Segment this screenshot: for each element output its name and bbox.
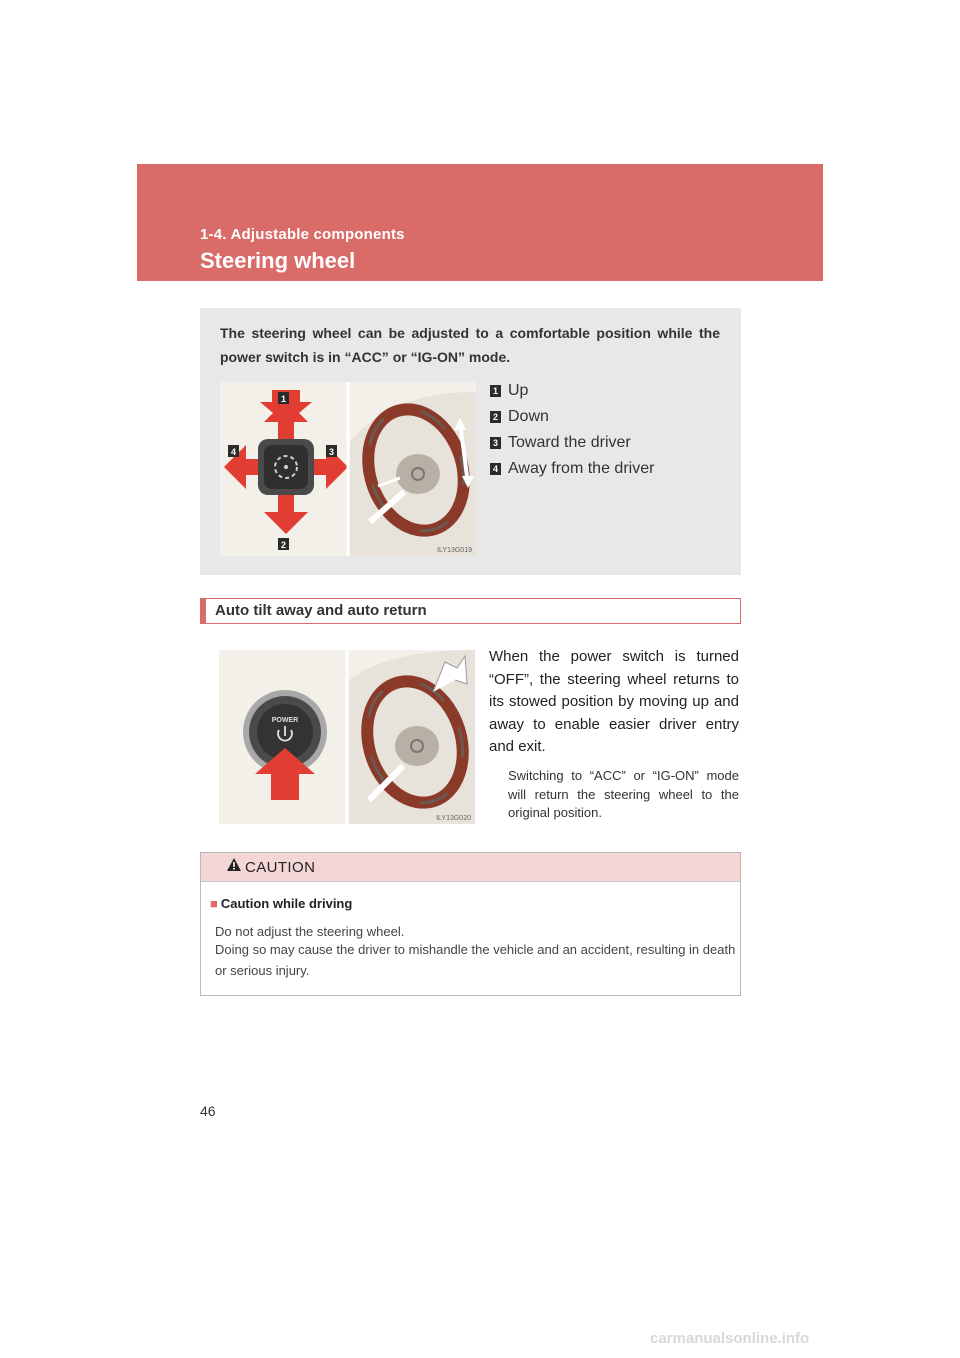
figure-code: ILY13G020: [436, 815, 471, 822]
heading-text: Auto tilt away and auto return: [215, 602, 427, 619]
caution-label: CAUTION: [245, 859, 316, 876]
legend-item: [490, 404, 654, 430]
intro-box: [200, 308, 741, 575]
number-badge: 1: [490, 385, 501, 397]
caution-line: Do not adjust the steering wheel.: [215, 924, 405, 939]
legend-item: [490, 378, 654, 404]
figure-code: ILY13G019: [437, 547, 472, 554]
svg-text:1: 1: [280, 394, 287, 404]
watermark: carmanualsonline.info: [650, 1330, 810, 1347]
svg-text:4: 4: [230, 447, 237, 457]
caution-title: [210, 896, 352, 911]
legend-item: [490, 430, 654, 456]
legend-label: Away from the driver: [508, 460, 655, 477]
legend-label: Toward the driver: [508, 434, 631, 451]
number-badge: 4: [490, 463, 501, 475]
page-number: 46: [200, 1103, 216, 1119]
svg-text:2: 2: [280, 540, 287, 550]
legend-label: Up: [508, 382, 529, 399]
note-text: Switching to “ACC” or “IG-ON” mode will return the steering wheel to the original position.: [508, 768, 739, 820]
number-badge: 3: [490, 437, 501, 449]
power-button-label: POWER: [271, 717, 299, 724]
caution-header: [201, 853, 740, 882]
legend-label: Down: [508, 408, 549, 425]
steering-wheel-illustration: [349, 650, 475, 824]
caution-box: [200, 852, 741, 996]
square-bullet-icon: ■: [210, 896, 218, 911]
heading-accent-bar: [201, 599, 206, 623]
legend-item: [490, 456, 654, 482]
intro-text: The steering wheel can be adjusted to a comfortable position while the power switch is in “ACC” or “IG-ON” mode.: [220, 325, 720, 365]
caution-title-text: Caution while driving: [220, 896, 353, 911]
legend: [490, 378, 654, 482]
warning-icon: [227, 858, 241, 871]
section-heading: [200, 598, 741, 624]
adjust-lever-illustration: [220, 382, 476, 556]
svg-text:3: 3: [328, 447, 335, 457]
page-title: Steering wheel: [200, 248, 356, 273]
number-badge: 2: [490, 411, 501, 423]
section-label: 1-4. Adjustable components: [200, 226, 405, 243]
caution-line: Doing so may cause the driver to mishandle the vehicle and an accident, resulting in death or serious injury.: [215, 942, 736, 978]
power-switch-illustration: [219, 650, 475, 824]
body-text: When the power switch is turned “OFF”, the steering wheel returns to its stowed position by moving up and away to enable easier driver entry and exit.: [489, 648, 739, 755]
